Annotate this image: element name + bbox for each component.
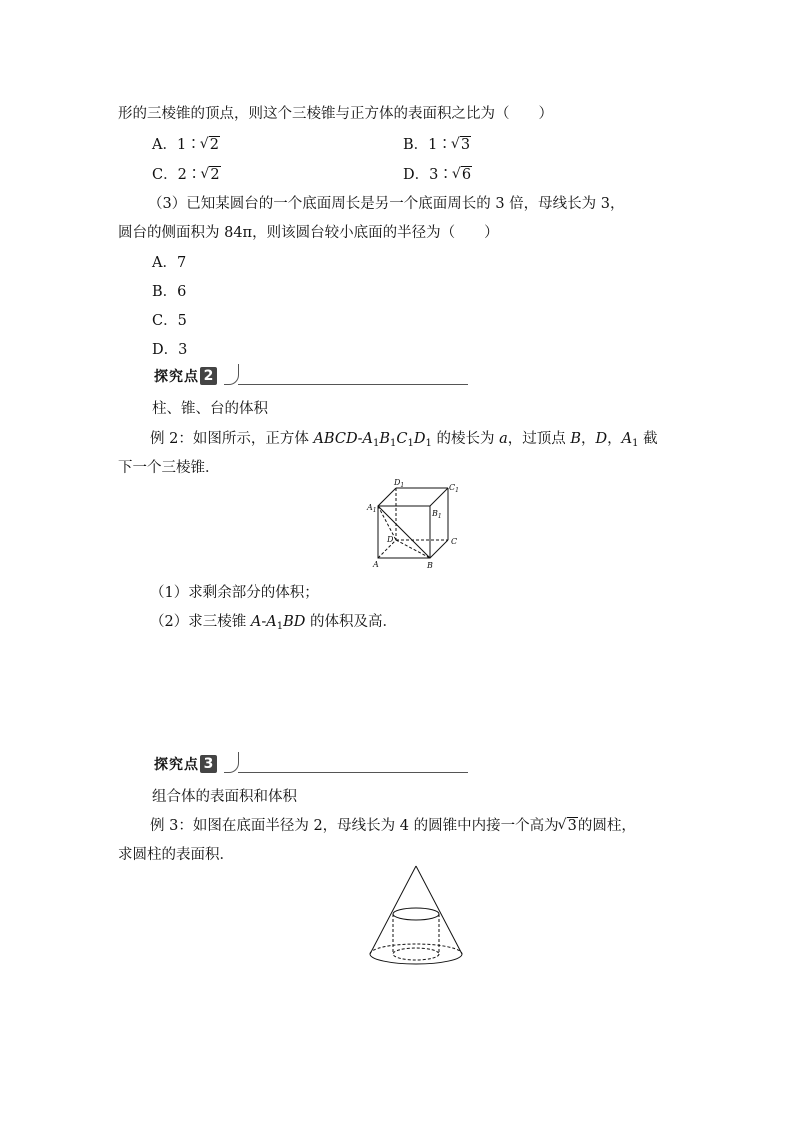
label-A: A (373, 560, 379, 569)
cone-cylinder-figure (364, 864, 474, 976)
cube-figure (364, 478, 464, 572)
label-C: C (451, 537, 458, 546)
section-badge-2 (154, 366, 217, 386)
sqrt-symbol: √ 6 (453, 165, 472, 185)
sqrt-symbol: √ 3 (452, 135, 471, 155)
q2-option-c[interactable] (152, 165, 221, 185)
example3-line1: 例 3：如图在底面半径为 2，母线长为 4 的圆锥中内接一个高为√ 3的圆柱， (150, 816, 636, 836)
sqrt-symbol: √ 2 (201, 165, 220, 185)
badge-word: 探究点 (154, 369, 199, 385)
q3-stem-line2: 圆台的侧面积为 84π，则该圆台较小底面的半径为（ ） (118, 225, 499, 241)
label-A1: $A_1$ (367, 503, 377, 514)
example2-task2: （2）求三棱锥 $A-A_1BD$ 的体积及高． (150, 614, 397, 632)
q2-stem-tail: 形的三棱锥的顶点，则这个三棱锥与正方体的表面积之比为（ ） (118, 106, 553, 122)
example3-line2: 求圆柱的表面积． (118, 847, 234, 863)
q2-option-d[interactable] (403, 165, 472, 185)
q3-option-a[interactable]: A．7 (152, 255, 187, 271)
sqrt-symbol: √ 3 (559, 816, 578, 836)
q2-option-b-label: B．1∶ (403, 137, 452, 153)
label-C1: $C_1$ (449, 483, 459, 494)
q3-option-c[interactable]: C．5 (152, 313, 187, 329)
badge-word: 探究点 (154, 757, 199, 773)
q2-option-d-label: D．3∶ (403, 167, 453, 183)
example2-task1: （1）求剩余部分的体积； (150, 585, 319, 601)
label-B: B (427, 561, 433, 570)
q3-stem-line1: （3）已知某圆台的一个底面周长是另一个底面周长的 3 倍，母线长为 3， (148, 196, 625, 212)
label-B1: $B_1$ (432, 509, 442, 520)
badge-number: 3 (200, 755, 217, 773)
q3-option-d[interactable]: D．3 (152, 342, 188, 358)
example2-line2: 下一个三棱锥． (118, 460, 220, 476)
badge-curve (224, 752, 239, 773)
q3-option-b[interactable]: B．6 (152, 284, 187, 300)
q2-option-c-label: C．2∶ (152, 167, 202, 183)
label-D: D (387, 535, 394, 544)
example2-line1: 例 2：如图所示，正方体 ABCD-$A_1B_1C_1D_1$ 的棱长为 a，过顶点 B，D，$A_1$ 截 (150, 431, 658, 449)
q2-option-a-label: A．1∶ (152, 137, 201, 153)
section-badge-3 (154, 754, 217, 774)
section-divider (238, 772, 468, 773)
badge-number: 2 (200, 367, 217, 385)
section3-heading: 组合体的表面积和体积 (152, 789, 297, 805)
label-D1: $D_1$ (394, 478, 405, 489)
badge-curve (224, 364, 239, 385)
q2-option-a[interactable] (152, 135, 220, 155)
q2-option-b[interactable] (403, 135, 471, 155)
section-divider (238, 384, 468, 385)
sqrt-symbol: √ 2 (201, 135, 220, 155)
section2-heading: 柱、锥、台的体积 (152, 401, 268, 417)
